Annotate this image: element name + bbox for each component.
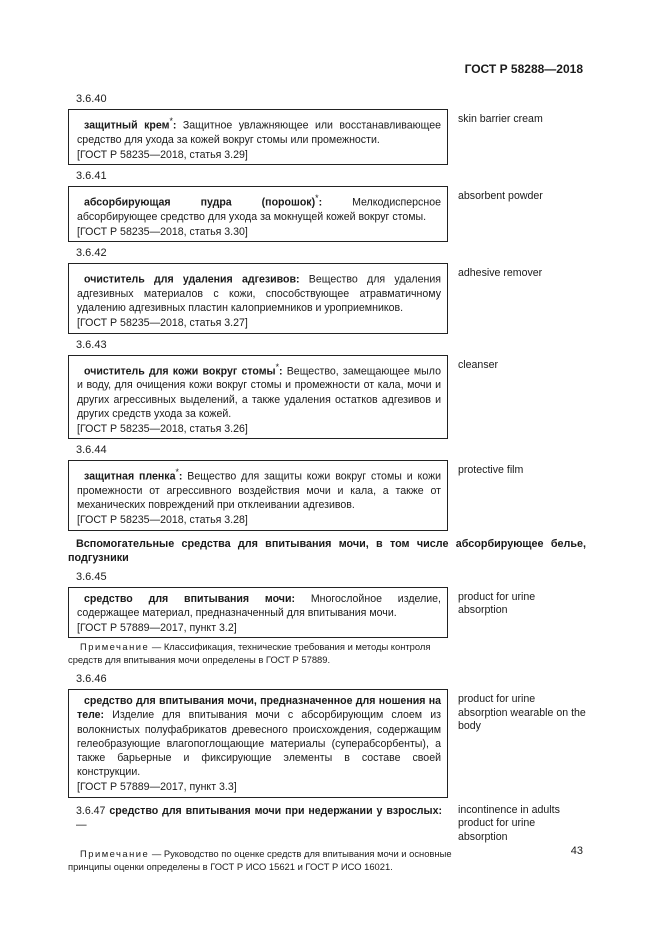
section-heading: Вспомогательные средства для впитывания мочи, в том числе абсорбирующее белье, подгузники	[68, 537, 586, 564]
term-mark: *	[315, 193, 319, 204]
term-definition: —	[76, 818, 87, 831]
definition-text	[68, 804, 448, 832]
term-entry	[68, 109, 586, 165]
term-colon: :	[178, 470, 183, 483]
entry-number: 3.6.44	[76, 444, 107, 457]
term-name: средство для впитывания мочи, предназначенное для ношения на теле:	[77, 695, 441, 722]
term-name: очиститель для удаления адгезивов:	[84, 273, 300, 286]
term-entry	[68, 186, 586, 242]
english-equivalent: product for urine absorption wearable on the body	[458, 693, 586, 733]
document-body	[68, 92, 586, 879]
term-definition: Вещество для удаления адгезивных материалов с кожи, способствующее атравматичному удалению адгезивных пластин калоприемников и уроприемников.	[77, 273, 441, 315]
note	[68, 641, 456, 666]
definition-box	[68, 587, 448, 639]
term-mark: *	[275, 361, 280, 372]
term-colon: :	[172, 119, 177, 132]
english-equivalent: protective film	[458, 464, 524, 477]
term-name: средство для впитывания мочи:	[84, 592, 296, 605]
english-equivalent: skin barrier cream	[458, 113, 543, 125]
term-reference: [ГОСТ Р 58235—2018, статья 3.26]	[77, 422, 248, 435]
note	[68, 848, 456, 873]
term-name: абсорбирующая пудра (порошок)	[84, 196, 316, 209]
term-entries	[68, 92, 586, 531]
term-reference: [ГОСТ Р 58235—2018, статья 3.30]	[77, 226, 248, 239]
entry-number: 3.6.40	[76, 93, 107, 105]
definition-text	[77, 360, 441, 421]
entry-number: 3.6.46	[76, 673, 107, 686]
standard-number: ГОСТ Р 58288—2018	[464, 62, 583, 76]
definition-text	[77, 694, 441, 779]
note-label: Примечание	[80, 641, 150, 653]
term-mark: *	[169, 116, 173, 126]
english-equivalent: absorbent powder	[458, 190, 543, 203]
definition-box	[68, 109, 448, 165]
term-definition: Изделие для впитывания мочи с абсорбирующим слоем из волокнистых полуфабрикатов древесного происхождения, содержащим гелеобразующие влагопоглощающие материалы (суперабсорбенты), а также барьерные и фиксирующие элементы в составе своей конструкции.	[77, 709, 441, 779]
term-colon: :	[279, 365, 283, 378]
term-definition: Защитное увлажняющее или восстанавливающее средство для ухода за кожей вокруг стомы или промежности.	[77, 119, 441, 146]
definition-box	[68, 689, 448, 797]
term-definition: Многослойное изделие, содержащее материал, предназначенный для впитывания мочи.	[77, 592, 442, 619]
english-equivalent: adhesive remover	[458, 267, 543, 280]
term-entry	[68, 689, 586, 797]
term-name: средство для впитывания мочи при недержании у взрослых:	[109, 804, 442, 817]
term-name: защитный крем	[84, 119, 170, 132]
term-reference: [ГОСТ Р 58235—2018, статья 3.28]	[77, 514, 248, 527]
definition-text	[77, 114, 441, 147]
entry-number: 3.6.41	[76, 170, 107, 183]
definition-text	[77, 592, 441, 620]
note-text: — Классификация, технические требования и методы контроля средств для впитывания мочи определены в ГОСТ Р 57889.	[68, 641, 431, 665]
term-definition: Вещество, замещающее мыло и воду, для очищения кожи вокруг стомы и промежности от кала, мочи и других агрессивных выделений, а также удаления остатков адгезивов и других средств ухода за кожей.	[77, 365, 441, 420]
term-entry	[68, 587, 586, 639]
page-number: 43	[570, 845, 583, 857]
definition-text	[77, 191, 441, 224]
entry-number: 3.6.45	[76, 570, 107, 583]
english-equivalent: incontinence in adults product for urine absorption	[458, 803, 560, 843]
definition-box	[68, 355, 448, 440]
term-entry	[68, 263, 586, 333]
entry-number: 3.6.47	[76, 804, 106, 817]
term-reference: [ГОСТ Р 57889—2017, пункт 3.2]	[77, 621, 237, 634]
term-reference: [ГОСТ Р 58235—2018, статья 3.27]	[77, 317, 248, 330]
term-entry	[68, 355, 586, 440]
term-definition: Мелкодисперсное абсорбирующее средство для ухода за мокнущей кожей вокруг стомы.	[77, 196, 441, 223]
english-equivalent: product for urine absorption	[458, 590, 536, 617]
note-label: Примечание	[80, 848, 150, 860]
term-reference: [ГОСТ Р 58235—2018, статья 3.29]	[77, 148, 248, 161]
term-name: защитная пленка	[84, 470, 176, 483]
definition-text	[77, 465, 441, 512]
term-entry	[68, 460, 586, 530]
english-equivalent: cleanser	[458, 358, 499, 371]
term-entry	[68, 804, 586, 845]
entry-number: 3.6.43	[76, 338, 107, 351]
term-definition: Вещество для защиты кожи вокруг стомы и кожи промежности от агрессивного воздействия мочи и кала, а также от механических повреждений при отклеивании адгезивов.	[77, 470, 442, 512]
entry-number: 3.6.42	[76, 247, 107, 260]
term-mark: *	[175, 467, 179, 478]
definition-box	[68, 263, 448, 333]
definition-box	[68, 186, 448, 242]
definition-box	[68, 460, 448, 530]
term-colon: :	[318, 196, 323, 209]
definition-text	[77, 268, 441, 315]
term-name: очиститель для кожи вокруг стомы	[84, 365, 276, 378]
note-text: — Руководство по оценке средств для впитывания мочи и основные принципы оценки определены в ГОСТ Р ИСО 15621 и ГОСТ Р ИСО 16021.	[68, 848, 452, 872]
term-reference: [ГОСТ Р 57889—2017, пункт 3.3]	[77, 781, 237, 794]
